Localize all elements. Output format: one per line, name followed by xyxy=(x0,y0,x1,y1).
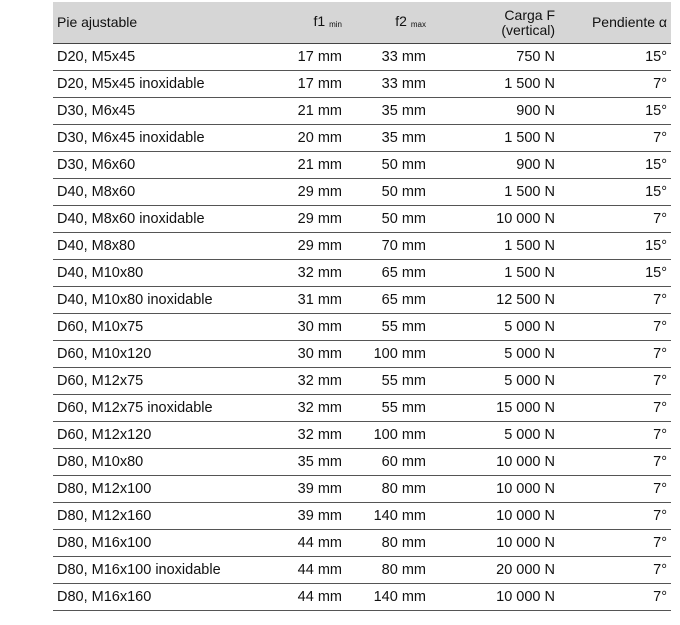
cell-slope: 15° xyxy=(559,260,671,287)
header-f1: f1 $_{min}$ xyxy=(266,2,346,44)
cell-slope: 15° xyxy=(559,233,671,260)
table-row xyxy=(53,179,671,206)
cell-name: D80, M16x100 inoxidable xyxy=(53,557,266,584)
table-body xyxy=(53,44,671,611)
cell-slope: 15° xyxy=(559,179,671,206)
cell-f1-min: 44 mm xyxy=(266,584,346,611)
table-row xyxy=(53,503,671,530)
cell-slope: 7° xyxy=(559,395,671,422)
cell-f2-max: 33 mm xyxy=(346,71,430,98)
cell-slope: 7° xyxy=(559,71,671,98)
cell-load: 1 500 N xyxy=(430,179,559,206)
cell-name: D80, M12x100 xyxy=(53,476,266,503)
cell-load: 20 000 N xyxy=(430,557,559,584)
cell-slope: 7° xyxy=(559,449,671,476)
table-row xyxy=(53,98,671,125)
cell-f2-max: 100 mm xyxy=(346,422,430,449)
table-row xyxy=(53,584,671,611)
cell-f1-min: 21 mm xyxy=(266,152,346,179)
cell-load: 10 000 N xyxy=(430,206,559,233)
cell-f2-max: 55 mm xyxy=(346,395,430,422)
table-row xyxy=(53,206,671,233)
cell-f1-min: 32 mm xyxy=(266,260,346,287)
cell-f1-min: 17 mm xyxy=(266,71,346,98)
cell-slope: 7° xyxy=(559,584,671,611)
cell-load: 1 500 N xyxy=(430,260,559,287)
header-f2: f2 $_{max}$ xyxy=(346,2,430,44)
table-row xyxy=(53,152,671,179)
cell-f2-max: 140 mm xyxy=(346,503,430,530)
cell-load: 1 500 N xyxy=(430,71,559,98)
cell-slope: 7° xyxy=(559,287,671,314)
cell-load: 5 000 N xyxy=(430,341,559,368)
cell-f2-max: 100 mm xyxy=(346,341,430,368)
cell-slope: 7° xyxy=(559,341,671,368)
table-header-row xyxy=(53,2,671,44)
cell-slope: 7° xyxy=(559,557,671,584)
cell-name: D60, M10x120 xyxy=(53,341,266,368)
cell-f2-max: 55 mm xyxy=(346,368,430,395)
cell-f2-max: 70 mm xyxy=(346,233,430,260)
cell-name: D60, M12x120 xyxy=(53,422,266,449)
cell-name: D80, M16x160 xyxy=(53,584,266,611)
cell-f2-max: 80 mm xyxy=(346,476,430,503)
table-row xyxy=(53,233,671,260)
cell-name: D40, M8x60 xyxy=(53,179,266,206)
cell-slope: 15° xyxy=(559,152,671,179)
cell-f2-max: 35 mm xyxy=(346,98,430,125)
cell-slope: 15° xyxy=(559,98,671,125)
header-load: Carga F (vertical) xyxy=(430,2,559,44)
cell-load: 5 000 N xyxy=(430,314,559,341)
cell-f2-max: 55 mm xyxy=(346,314,430,341)
cell-slope: 7° xyxy=(559,125,671,152)
cell-slope: 7° xyxy=(559,368,671,395)
adjustable-feet-table xyxy=(53,2,671,611)
cell-load: 10 000 N xyxy=(430,530,559,557)
cell-load: 10 000 N xyxy=(430,584,559,611)
cell-name: D80, M10x80 xyxy=(53,449,266,476)
cell-f1-min: 39 mm xyxy=(266,476,346,503)
cell-f1-min: 30 mm xyxy=(266,341,346,368)
cell-f2-max: 60 mm xyxy=(346,449,430,476)
cell-f1-min: 17 mm xyxy=(266,44,346,71)
table-row xyxy=(53,395,671,422)
cell-name: D40, M8x60 inoxidable xyxy=(53,206,266,233)
cell-f2-max: 65 mm xyxy=(346,287,430,314)
cell-load: 12 500 N xyxy=(430,287,559,314)
cell-f1-min: 44 mm xyxy=(266,557,346,584)
cell-f1-min: 39 mm xyxy=(266,503,346,530)
cell-load: 1 500 N xyxy=(430,125,559,152)
cell-name: D30, M6x45 inoxidable xyxy=(53,125,266,152)
cell-load: 15 000 N xyxy=(430,395,559,422)
cell-name: D60, M12x75 xyxy=(53,368,266,395)
table-row xyxy=(53,314,671,341)
cell-slope: 7° xyxy=(559,530,671,557)
table-row xyxy=(53,341,671,368)
table-row xyxy=(53,71,671,98)
cell-load: 10 000 N xyxy=(430,503,559,530)
cell-f2-max: 50 mm xyxy=(346,179,430,206)
cell-f1-min: 21 mm xyxy=(266,98,346,125)
cell-name: D40, M10x80 xyxy=(53,260,266,287)
cell-f2-max: 35 mm xyxy=(346,125,430,152)
cell-f1-min: 29 mm xyxy=(266,233,346,260)
header-slope: Pendiente α xyxy=(559,2,671,44)
cell-f1-min: 32 mm xyxy=(266,422,346,449)
cell-f1-min: 44 mm xyxy=(266,530,346,557)
cell-f1-min: 32 mm xyxy=(266,395,346,422)
cell-load: 5 000 N xyxy=(430,368,559,395)
cell-slope: 7° xyxy=(559,422,671,449)
cell-load: 750 N xyxy=(430,44,559,71)
cell-slope: 15° xyxy=(559,44,671,71)
cell-f2-max: 50 mm xyxy=(346,206,430,233)
table-row xyxy=(53,44,671,71)
cell-f2-max: 50 mm xyxy=(346,152,430,179)
cell-name: D40, M8x80 xyxy=(53,233,266,260)
cell-f1-min: 29 mm xyxy=(266,179,346,206)
cell-name: D60, M12x75 inoxidable xyxy=(53,395,266,422)
cell-name: D20, M5x45 inoxidable xyxy=(53,71,266,98)
cell-name: D40, M10x80 inoxidable xyxy=(53,287,266,314)
cell-load: 5 000 N xyxy=(430,422,559,449)
cell-name: D60, M10x75 xyxy=(53,314,266,341)
header-name: Pie ajustable xyxy=(53,2,266,44)
cell-load: 10 000 N xyxy=(430,449,559,476)
cell-f2-max: 33 mm xyxy=(346,44,430,71)
cell-name: D80, M12x160 xyxy=(53,503,266,530)
cell-load: 1 500 N xyxy=(430,233,559,260)
cell-name: D30, M6x45 xyxy=(53,98,266,125)
cell-slope: 7° xyxy=(559,314,671,341)
table-row xyxy=(53,530,671,557)
cell-f2-max: 80 mm xyxy=(346,557,430,584)
cell-load: 900 N xyxy=(430,152,559,179)
table-row xyxy=(53,287,671,314)
cell-slope: 7° xyxy=(559,476,671,503)
table-row xyxy=(53,368,671,395)
cell-f1-min: 20 mm xyxy=(266,125,346,152)
cell-f2-max: 65 mm xyxy=(346,260,430,287)
cell-name: D80, M16x100 xyxy=(53,530,266,557)
cell-name: D30, M6x60 xyxy=(53,152,266,179)
cell-name: D20, M5x45 xyxy=(53,44,266,71)
cell-f1-min: 35 mm xyxy=(266,449,346,476)
cell-f1-min: 31 mm xyxy=(266,287,346,314)
cell-f1-min: 32 mm xyxy=(266,368,346,395)
cell-slope: 7° xyxy=(559,503,671,530)
table-row xyxy=(53,476,671,503)
cell-f1-min: 29 mm xyxy=(266,206,346,233)
table-row xyxy=(53,260,671,287)
cell-load: 900 N xyxy=(430,98,559,125)
table-row xyxy=(53,422,671,449)
cell-f2-max: 80 mm xyxy=(346,530,430,557)
table-row xyxy=(53,125,671,152)
cell-f1-min: 30 mm xyxy=(266,314,346,341)
table-row xyxy=(53,557,671,584)
cell-slope: 7° xyxy=(559,206,671,233)
table-row xyxy=(53,449,671,476)
cell-f2-max: 140 mm xyxy=(346,584,430,611)
cell-load: 10 000 N xyxy=(430,476,559,503)
